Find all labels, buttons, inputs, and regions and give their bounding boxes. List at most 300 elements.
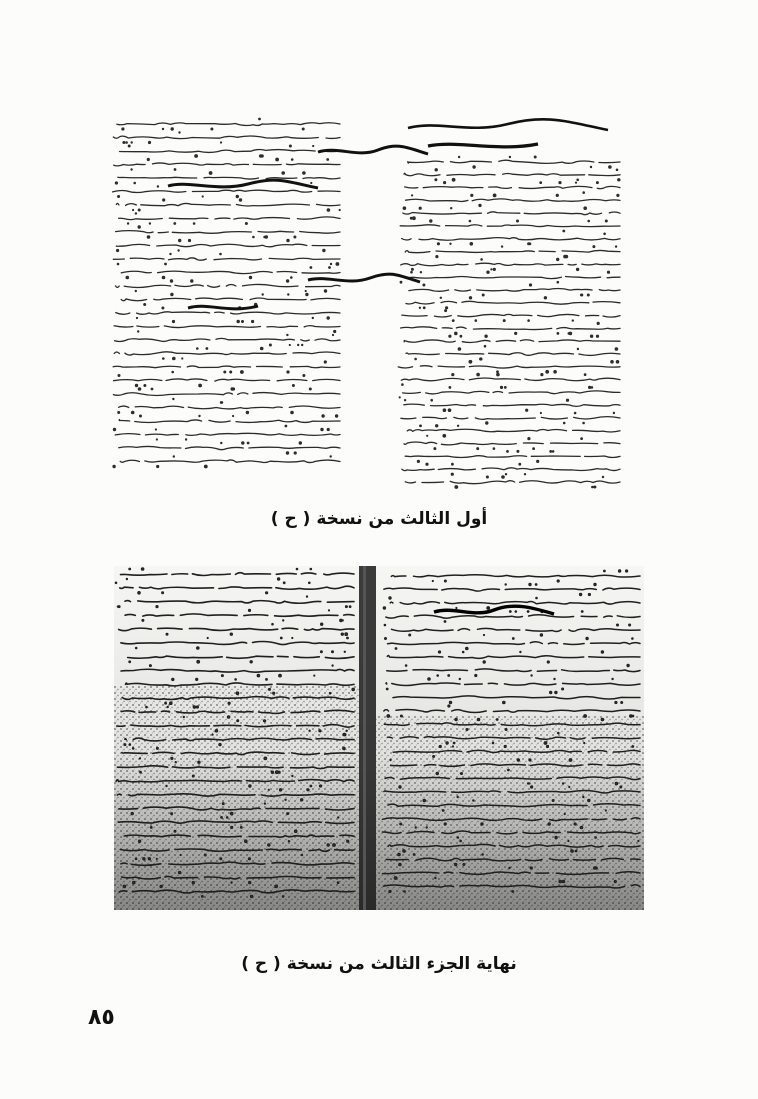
diacritic-dot: [289, 145, 291, 147]
diacritic-dot: [149, 223, 150, 224]
diacritic-dot: [402, 384, 404, 386]
diacritic-dot: [321, 428, 323, 430]
diacritic-dot: [249, 785, 251, 787]
diacritic-dot: [126, 276, 129, 279]
diacritic-dot: [583, 422, 585, 424]
diacritic-dot: [437, 243, 439, 245]
diacritic-dot: [123, 885, 126, 888]
handwriting-line: [404, 340, 620, 343]
diacritic-dot: [505, 474, 506, 475]
diacritic-dot: [327, 209, 330, 212]
diacritic-dot: [192, 775, 194, 777]
handwriting-line: [113, 393, 340, 396]
diacritic-dot: [156, 439, 157, 440]
diacritic-dot: [419, 307, 420, 308]
diacritic-dot: [426, 827, 427, 828]
diacritic-dot: [618, 570, 620, 572]
diacritic-dot: [528, 320, 530, 322]
diacritic-dot: [558, 732, 560, 734]
diacritic-dot: [207, 637, 208, 638]
diacritic-dot: [591, 387, 593, 389]
handwriting-line: [116, 203, 340, 206]
diacritic-dot: [266, 592, 268, 594]
diacritic-dot: [475, 674, 477, 676]
diacritic-dot: [131, 169, 132, 170]
diacritic-dot: [584, 374, 586, 376]
diacritic-dot: [309, 730, 310, 731]
diacritic-dot: [206, 348, 208, 350]
diacritic-dot: [249, 276, 251, 278]
diacritic-dot: [310, 785, 312, 787]
diacritic-dot: [278, 771, 280, 773]
handwriting-line: [397, 314, 620, 317]
diacritic-dot: [150, 827, 152, 829]
diacritic-dot: [237, 320, 239, 322]
diacritic-dot: [526, 409, 528, 411]
handwriting-line: [404, 289, 620, 292]
diacritic-dot: [611, 361, 614, 364]
diacritic-dot: [440, 297, 441, 298]
diacritic-dot: [455, 332, 458, 335]
diacritic-dot: [236, 195, 238, 197]
diacritic-dot: [280, 637, 282, 639]
diacritic-dot: [292, 385, 294, 387]
diacritic-dot: [171, 813, 173, 815]
diacritic-dot: [507, 451, 509, 453]
diacritic-dot: [576, 268, 578, 270]
diacritic-dot: [403, 850, 406, 853]
diacritic-dot: [473, 166, 475, 168]
diacritic-dot: [412, 195, 413, 196]
diacritic-dot: [220, 858, 222, 860]
diacritic-dot: [617, 624, 619, 626]
diacritic-dot: [155, 429, 156, 430]
handwriting-line: [111, 231, 340, 234]
diacritic-dot: [605, 810, 606, 811]
handwriting-line: [109, 284, 340, 287]
diacritic-dot: [460, 335, 462, 337]
diacritic-dot: [632, 746, 634, 748]
diacritic-dot: [123, 142, 125, 144]
diacritic-dot: [319, 730, 321, 732]
diacritic-dot: [264, 757, 267, 760]
handwriting-line: [114, 163, 340, 166]
diacritic-dot: [477, 718, 480, 721]
diacritic-dot: [457, 837, 459, 839]
diacritic-dot: [439, 745, 441, 747]
diacritic-dot: [565, 255, 567, 257]
diacritic-dot: [512, 891, 514, 893]
diacritic-dot: [386, 688, 388, 690]
diacritic-dot: [332, 334, 333, 335]
diacritic-dot: [287, 813, 289, 815]
diacritic-dot: [291, 411, 294, 414]
diacritic-dot: [541, 374, 543, 376]
diacritic-dot: [621, 702, 623, 704]
diacritic-dot: [156, 747, 158, 749]
diacritic-dot: [614, 880, 616, 882]
diacritic-dot: [321, 623, 323, 625]
diacritic-dot: [242, 442, 244, 444]
diacritic-dot: [435, 179, 437, 181]
diacritic-dot: [221, 442, 222, 443]
diacritic-dot: [140, 771, 142, 773]
handwriting-line: [394, 378, 620, 381]
diacritic-dot: [389, 597, 391, 599]
diacritic-dot: [448, 675, 450, 677]
diacritic-dot: [569, 786, 570, 787]
diacritic-dot: [607, 271, 609, 273]
diacritic-dot: [128, 145, 130, 147]
diacritic-dot: [534, 156, 536, 158]
diacritic-dot: [171, 128, 173, 130]
diacritic-dot: [341, 633, 343, 635]
diacritic-dot: [415, 358, 417, 360]
diacritic-dot: [250, 661, 252, 663]
diacritic-dot: [528, 438, 530, 440]
diacritic-dot: [563, 230, 565, 232]
diacritic-dot: [172, 320, 174, 322]
diacritic-dot: [202, 896, 204, 898]
diacritic-dot: [395, 648, 397, 650]
diacritic-dot: [347, 637, 349, 639]
diacritic-dot: [307, 789, 309, 791]
diacritic-dot: [496, 719, 498, 721]
diacritic-dot: [167, 706, 168, 707]
diacritic-dot: [528, 243, 530, 245]
diacritic-dot: [487, 271, 489, 273]
diacritic-dot: [204, 854, 206, 856]
diacritic-dot: [322, 415, 324, 417]
handwriting-line: [404, 173, 620, 176]
handwriting-line: [121, 271, 340, 274]
handwriting-line: [399, 250, 620, 252]
diacritic-dot: [279, 789, 281, 791]
diacritic-dot: [141, 568, 144, 571]
diacritic-dot: [173, 357, 176, 360]
diacritic-dot: [144, 304, 146, 306]
manuscript-image-bottom: [114, 566, 644, 910]
diacritic-dot: [135, 858, 137, 860]
diacritic-dot: [455, 486, 458, 489]
diacritic-dot: [548, 823, 550, 825]
diacritic-dot: [118, 196, 120, 198]
handwriting-line: [119, 446, 340, 449]
diacritic-dot: [409, 634, 411, 636]
diacritic-dot: [484, 345, 486, 347]
diacritic-dot: [477, 373, 480, 376]
diacritic-dot: [493, 448, 495, 450]
diacritic-dot: [285, 425, 287, 427]
diacritic-dot: [283, 620, 284, 621]
diacritic-dot: [292, 637, 293, 638]
diacritic-dot: [629, 624, 631, 626]
diacritic-dot: [170, 702, 173, 705]
diacritic-dot: [131, 142, 132, 143]
diacritic-dot: [568, 840, 569, 841]
manuscript-image-top: [108, 100, 628, 492]
diacritic-dot: [235, 679, 237, 681]
diacritic-dot: [261, 155, 263, 157]
diacritic-dot: [303, 172, 306, 175]
diacritic-dot: [170, 280, 172, 282]
diacritic-dot: [180, 854, 181, 855]
diacritic-dot: [562, 688, 564, 690]
diacritic-dot: [302, 128, 304, 130]
diacritic-dot: [338, 817, 339, 818]
diacritic-dot: [588, 799, 590, 801]
handwriting-line: [405, 186, 620, 188]
handwriting-line: [398, 442, 620, 445]
diacritic-dot: [520, 651, 521, 652]
diacritic-dot: [311, 182, 312, 183]
diacritic-dot: [129, 744, 131, 746]
diacritic-dot: [596, 182, 598, 184]
diacritic-dot: [533, 448, 535, 450]
diacritic-dot: [385, 638, 387, 640]
diacritic-dot: [529, 284, 531, 286]
diacritic-dot: [444, 580, 446, 582]
diacritic-dot: [157, 186, 158, 187]
diacritic-dot: [466, 729, 468, 731]
diacritic-dot: [197, 647, 200, 650]
diacritic-dot: [530, 867, 532, 869]
diacritic-dot: [179, 239, 181, 241]
diacritic-dot: [535, 584, 537, 586]
diacritic-dot: [555, 691, 557, 693]
diacritic-dot: [457, 425, 458, 426]
diacritic-dot: [249, 881, 251, 883]
diacritic-dot: [592, 486, 594, 488]
diacritic-dot: [132, 748, 134, 750]
diacritic-dot: [462, 651, 464, 653]
diacritic-dot: [597, 322, 599, 324]
caption-bottom: نهاية الجزء الثالث من نسخة ( ح ): [241, 954, 517, 974]
diacritic-dot: [182, 358, 183, 359]
diacritic-dot: [419, 207, 421, 209]
diacritic-dot: [466, 647, 469, 650]
diacritic-dot: [555, 836, 557, 838]
diacritic-dot: [202, 196, 203, 197]
diacritic-dot: [309, 582, 311, 584]
diacritic-dot: [509, 611, 511, 613]
diacritic-dot: [286, 452, 288, 454]
diacritic-dot: [620, 786, 622, 788]
diacritic-dot: [339, 209, 340, 210]
diacritic-dot: [383, 607, 385, 609]
handwriting-line: [402, 238, 620, 241]
diacritic-dot: [231, 388, 233, 390]
diacritic-dot: [292, 775, 293, 776]
handwriting-line: [405, 481, 620, 484]
diacritic-dot: [433, 756, 435, 758]
diacritic-dot: [444, 182, 446, 184]
diacritic-dot: [574, 412, 576, 414]
diacritic-dot: [171, 757, 173, 759]
diacritic-dot: [569, 759, 572, 762]
diacritic-dot: [615, 782, 618, 785]
diacritic-dot: [310, 568, 312, 570]
diacritic-dot: [193, 706, 196, 709]
diacritic-dot: [616, 169, 618, 171]
diacritic-dot: [475, 320, 477, 322]
diacritic-dot: [133, 209, 134, 210]
diacritic-dot: [115, 582, 117, 584]
diacritic-dot: [436, 772, 438, 774]
diacritic-dot: [115, 182, 117, 184]
diacritic-dot: [556, 194, 558, 196]
diacritic-dot: [399, 397, 400, 398]
diacritic-dot: [219, 743, 221, 745]
diacritic-dot: [126, 578, 127, 579]
diacritic-dot: [531, 786, 533, 788]
diacritic-dot: [459, 678, 460, 679]
diacritic-dot: [420, 425, 422, 427]
diacritic-dot: [596, 335, 598, 337]
diacritic-dot: [221, 817, 223, 819]
diacritic-dot: [227, 716, 230, 719]
diacritic-dot: [404, 891, 406, 893]
diacritic-dot: [220, 253, 222, 255]
diacritic-dot: [113, 428, 115, 430]
diacritic-dot: [593, 246, 595, 248]
diacritic-dot: [122, 128, 124, 130]
diacritic-dot: [594, 486, 596, 488]
diacritic-dot: [347, 840, 349, 842]
diacritic-dot: [156, 606, 158, 608]
diacritic-dot: [457, 796, 458, 797]
diacritic-dot: [298, 344, 299, 345]
diacritic-dot: [540, 634, 542, 636]
diacritic-dot: [384, 624, 386, 626]
diacritic-dot: [584, 742, 585, 743]
diacritic-dot: [632, 638, 634, 640]
diacritic-dot: [470, 243, 473, 246]
diacritic-dot: [564, 813, 565, 814]
diacritic-dot: [221, 675, 223, 677]
diacritic-dot: [609, 166, 612, 169]
diacritic-dot: [209, 172, 212, 175]
diacritic-dot: [435, 877, 436, 878]
diacritic-dot: [627, 664, 629, 666]
diacritic-dot: [449, 701, 451, 703]
diacritic-dot: [138, 209, 140, 211]
diacritic-dot: [327, 844, 329, 846]
handwriting-line: [119, 419, 340, 422]
diacritic-dot: [139, 758, 140, 759]
diacritic-dot: [253, 236, 255, 238]
diacritic-dot: [175, 762, 176, 763]
diacritic-dot: [162, 276, 165, 279]
diacritic-dot: [172, 678, 174, 680]
diacritic-dot: [345, 633, 348, 636]
diacritic-dot: [552, 800, 554, 802]
diacritic-dot: [171, 293, 173, 295]
diacritic-dot: [193, 223, 195, 225]
diacritic-dot: [332, 665, 333, 666]
diacritic-dot: [324, 290, 326, 292]
diacritic-dot: [481, 259, 483, 261]
diacritic-dot: [131, 411, 134, 414]
handwriting-line: [116, 244, 340, 247]
diacritic-dot: [579, 593, 581, 595]
diacritic-dot: [399, 863, 402, 866]
diacritic-dot: [482, 854, 483, 855]
diacritic-dot: [442, 810, 444, 812]
diacritic-dot: [288, 841, 289, 842]
diacritic-dot: [405, 665, 407, 667]
diacritic-dot: [259, 118, 261, 120]
diacritic-dot: [135, 213, 136, 214]
diacritic-dot: [178, 250, 179, 251]
diacritic-dot: [340, 619, 343, 622]
diacritic-dot: [195, 155, 198, 158]
diacritic-dot: [517, 450, 519, 452]
diacritic-dot: [448, 409, 451, 412]
diacritic-dot: [452, 463, 454, 465]
handwriting-line: [402, 301, 620, 304]
diacritic-dot: [272, 623, 274, 625]
handwriting-line: [114, 326, 340, 328]
diacritic-dot: [242, 321, 244, 323]
diacritic-dot: [127, 223, 128, 224]
diacritic-dot: [248, 609, 250, 611]
diacritic-dot: [519, 463, 521, 465]
diacritic-dot: [387, 715, 390, 718]
diacritic-dot: [613, 412, 614, 413]
diacritic-dot: [344, 651, 345, 652]
diacritic-dot: [504, 745, 506, 747]
diacritic-dot: [327, 159, 329, 161]
diacritic-dot: [237, 720, 239, 722]
handwriting-line: [406, 353, 620, 356]
diacritic-dot: [493, 268, 495, 270]
diacritic-dot: [587, 294, 589, 296]
diacritic-dot: [179, 132, 180, 133]
diacritic-dot: [452, 374, 454, 376]
diacritic-dot: [404, 400, 405, 401]
diacritic-dot: [314, 675, 315, 676]
diacritic-dot: [427, 435, 428, 436]
diacritic-dot: [604, 570, 606, 572]
diacritic-dot: [286, 280, 288, 282]
diacritic-dot: [266, 679, 268, 681]
diacritic-dot: [329, 692, 331, 694]
diacritic-dot: [197, 660, 200, 663]
diacritic-dot: [226, 817, 228, 819]
diacritic-dot: [438, 651, 440, 653]
diacritic-dot: [410, 217, 412, 219]
diacritic-dot: [577, 179, 579, 181]
diacritic-dot: [583, 796, 584, 797]
diacritic-dot: [212, 734, 213, 735]
diacritic-dot: [299, 442, 301, 444]
diacritic-dot: [503, 320, 505, 322]
handwriting-line: [113, 136, 340, 139]
diacritic-dot: [260, 347, 263, 350]
diacritic-dot: [577, 348, 578, 349]
diacritic-dot: [451, 208, 452, 209]
diacritic-dot: [537, 460, 539, 462]
diacritic-dot: [444, 621, 446, 623]
diacritic-dot: [469, 220, 471, 222]
diacritic-dot: [335, 415, 337, 417]
diacritic-dot: [485, 335, 487, 337]
diacritic-dot: [328, 610, 329, 611]
diacritic-dot: [529, 583, 531, 585]
diacritic-dot: [463, 864, 465, 866]
diacritic-dot: [277, 578, 279, 580]
